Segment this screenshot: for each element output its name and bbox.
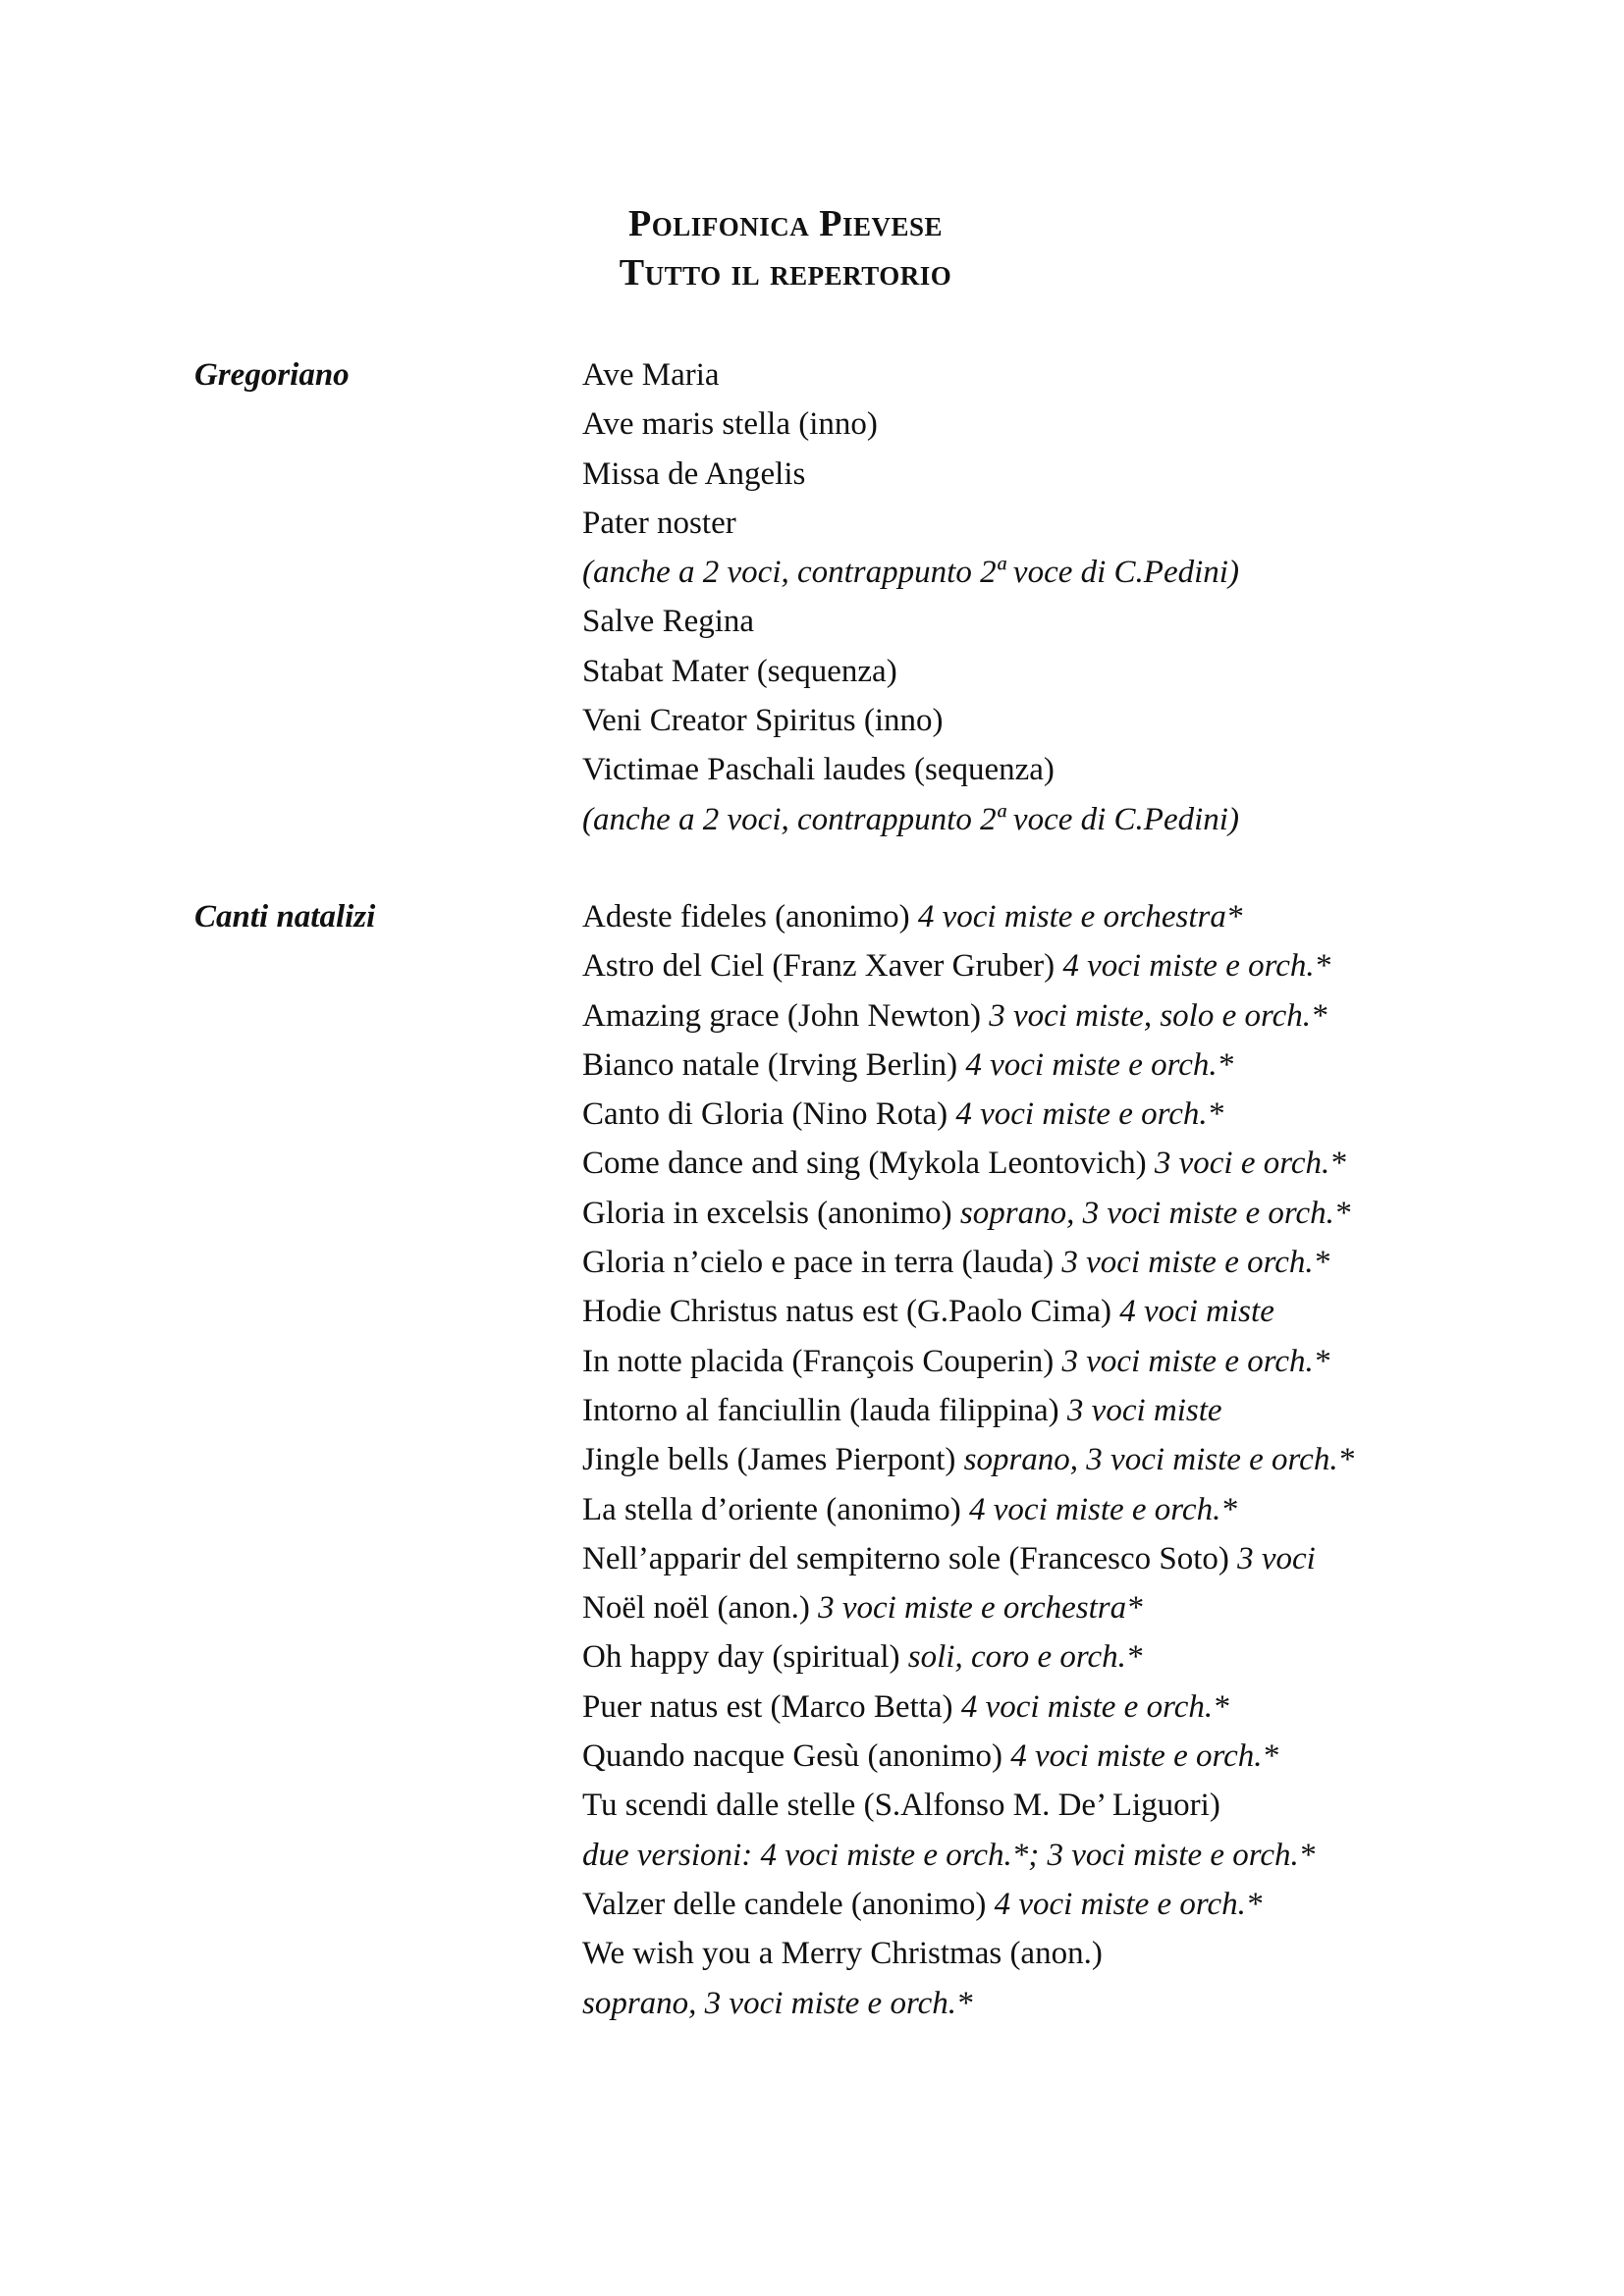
- repertoire-item: [582, 1979, 1564, 2028]
- repertoire-item: [582, 795, 1564, 844]
- item-title: Victimae Paschali laudes (sequenza): [582, 752, 1055, 788]
- item-title: Valzer delle candele (anonimo): [582, 1886, 995, 1922]
- repertoire-item: [582, 1632, 1564, 1682]
- item-note: 4 voci miste e orch.*: [994, 1886, 1263, 1922]
- repertoire-item: [582, 1485, 1564, 1534]
- section-items-canti-natalizi: [582, 892, 1564, 2028]
- section-label-canti-natalizi: Canti natalizi: [194, 899, 376, 934]
- item-note: 4 voci miste e orch.*: [969, 1491, 1237, 1527]
- item-title: Nell’apparir del sempiterno sole (Francesco Soto): [582, 1540, 1238, 1576]
- item-note: 3 voci e orch.*: [1154, 1146, 1346, 1182]
- item-title: Stabat Mater (sequenza): [582, 653, 897, 689]
- item-title: Astro del Ciel (Franz Xaver Gruber): [582, 948, 1063, 985]
- item-title: Noël noël (anon.): [582, 1590, 819, 1627]
- repertoire-item: [582, 1139, 1564, 1188]
- item-note: 4 voci miste e orch.*: [1010, 1738, 1278, 1775]
- repertoire-item: [582, 1831, 1564, 1880]
- repertoire-item: [582, 350, 1564, 400]
- item-title: Tu scendi dalle stelle (S.Alfonso M. De’ Liguori): [582, 1788, 1220, 1824]
- item-title: Canto di Gloria (Nino Rota): [582, 1096, 956, 1133]
- repertoire-item: [582, 1287, 1564, 1336]
- item-title: La stella d’oriente (anonimo): [582, 1491, 970, 1527]
- section-items-gregoriano: [582, 350, 1564, 844]
- item-note: (anche a 2 voci, contrappunto 2ª voce di C.Pedini): [582, 555, 1239, 591]
- repertoire-item: [582, 450, 1564, 499]
- item-title: Pater noster: [582, 505, 736, 541]
- repertoire-item: [582, 548, 1564, 597]
- repertoire-item: [582, 597, 1564, 646]
- title-block: [0, 199, 1571, 297]
- repertoire-item: [582, 892, 1564, 941]
- item-title: Adeste fideles (anonimo): [582, 899, 918, 934]
- repertoire-item: [582, 991, 1564, 1041]
- item-note: due versioni: 4 voci miste e orch.*; 3 voci miste e orch.*: [582, 1837, 1316, 1873]
- item-note: soprano, 3 voci miste e orch.*: [963, 1442, 1355, 1478]
- item-note: 3 voci miste e orch.*: [1061, 1343, 1330, 1379]
- item-note: 3 voci miste e orch.*: [1061, 1245, 1330, 1281]
- item-title: Missa de Angelis: [582, 455, 806, 492]
- item-note: (anche a 2 voci, contrappunto 2ª voce di C.Pedini): [582, 801, 1239, 837]
- item-note: 4 voci miste e orch.*: [955, 1096, 1224, 1133]
- item-title: Puer natus est (Marco Betta): [582, 1688, 961, 1725]
- item-note: soli, coro e orch.*: [907, 1639, 1143, 1676]
- item-note: soprano, 3 voci miste e orch.*: [582, 1985, 973, 2021]
- section-label-gregoriano: Gregoriano: [194, 357, 350, 393]
- repertoire-item: [582, 400, 1564, 449]
- repertoire-item: [582, 1682, 1564, 1732]
- item-note: 4 voci miste e orchestra*: [917, 899, 1243, 934]
- title-line-2: Tutto il repertorio: [619, 252, 952, 294]
- repertoire-item: [582, 499, 1564, 548]
- item-title: Gloria n’cielo e pace in terra (lauda): [582, 1245, 1062, 1281]
- item-title: Salve Regina: [582, 604, 755, 640]
- item-title: Gloria in excelsis (anonimo): [582, 1195, 960, 1231]
- item-title: Intorno al fanciullin (lauda filippina): [582, 1392, 1067, 1428]
- repertoire-item: [582, 1929, 1564, 1978]
- repertoire-item: [582, 941, 1564, 990]
- item-note: 4 voci miste e orch.*: [965, 1046, 1234, 1083]
- repertoire-item: [582, 1337, 1564, 1386]
- repertoire-item: [582, 1880, 1564, 1929]
- repertoire-item: [582, 1189, 1564, 1238]
- title-line-1: Polifonica Pievese: [628, 203, 943, 244]
- item-title: Oh happy day (spiritual): [582, 1639, 908, 1676]
- item-title: Ave maris stella (inno): [582, 406, 878, 443]
- item-title: Quando nacque Gesù (anonimo): [582, 1738, 1011, 1775]
- item-note: 3 voci miste, solo e orch.*: [989, 997, 1327, 1034]
- repertoire-item: [582, 1781, 1564, 1830]
- repertoire-item: [582, 1583, 1564, 1632]
- item-title: Jingle bells (James Pierpont): [582, 1442, 964, 1478]
- repertoire-item: [582, 1238, 1564, 1287]
- item-title: In notte placida (François Couperin): [582, 1343, 1062, 1379]
- item-note: soprano, 3 voci miste e orch.*: [959, 1195, 1351, 1231]
- item-note: 4 voci miste e orch.*: [960, 1688, 1229, 1725]
- item-title: Come dance and sing (Mykola Leontovich): [582, 1146, 1155, 1182]
- item-note: 3 voci miste: [1066, 1392, 1222, 1428]
- repertoire-item: [582, 1041, 1564, 1090]
- repertoire-item: [582, 745, 1564, 794]
- item-title: Bianco natale (Irving Berlin): [582, 1046, 966, 1083]
- item-note: 4 voci miste e orch.*: [1062, 948, 1331, 985]
- item-title: Amazing grace (John Newton): [582, 997, 990, 1034]
- item-title: Hodie Christus natus est (G.Paolo Cima): [582, 1294, 1120, 1330]
- repertoire-item: [582, 1435, 1564, 1484]
- item-note: 3 voci miste e orchestra*: [818, 1590, 1143, 1627]
- item-title: Ave Maria: [582, 357, 720, 393]
- item-title: We wish you a Merry Christmas (anon.): [582, 1936, 1103, 1972]
- repertoire-item: [582, 1534, 1564, 1583]
- repertoire-item: [582, 647, 1564, 696]
- repertoire-item: [582, 1732, 1564, 1781]
- item-note: 4 voci miste: [1119, 1294, 1274, 1330]
- item-title: Veni Creator Spiritus (inno): [582, 703, 944, 739]
- repertoire-item: [582, 1386, 1564, 1435]
- repertoire-item: [582, 696, 1564, 745]
- item-note: 3 voci: [1237, 1540, 1316, 1576]
- repertoire-item: [582, 1090, 1564, 1139]
